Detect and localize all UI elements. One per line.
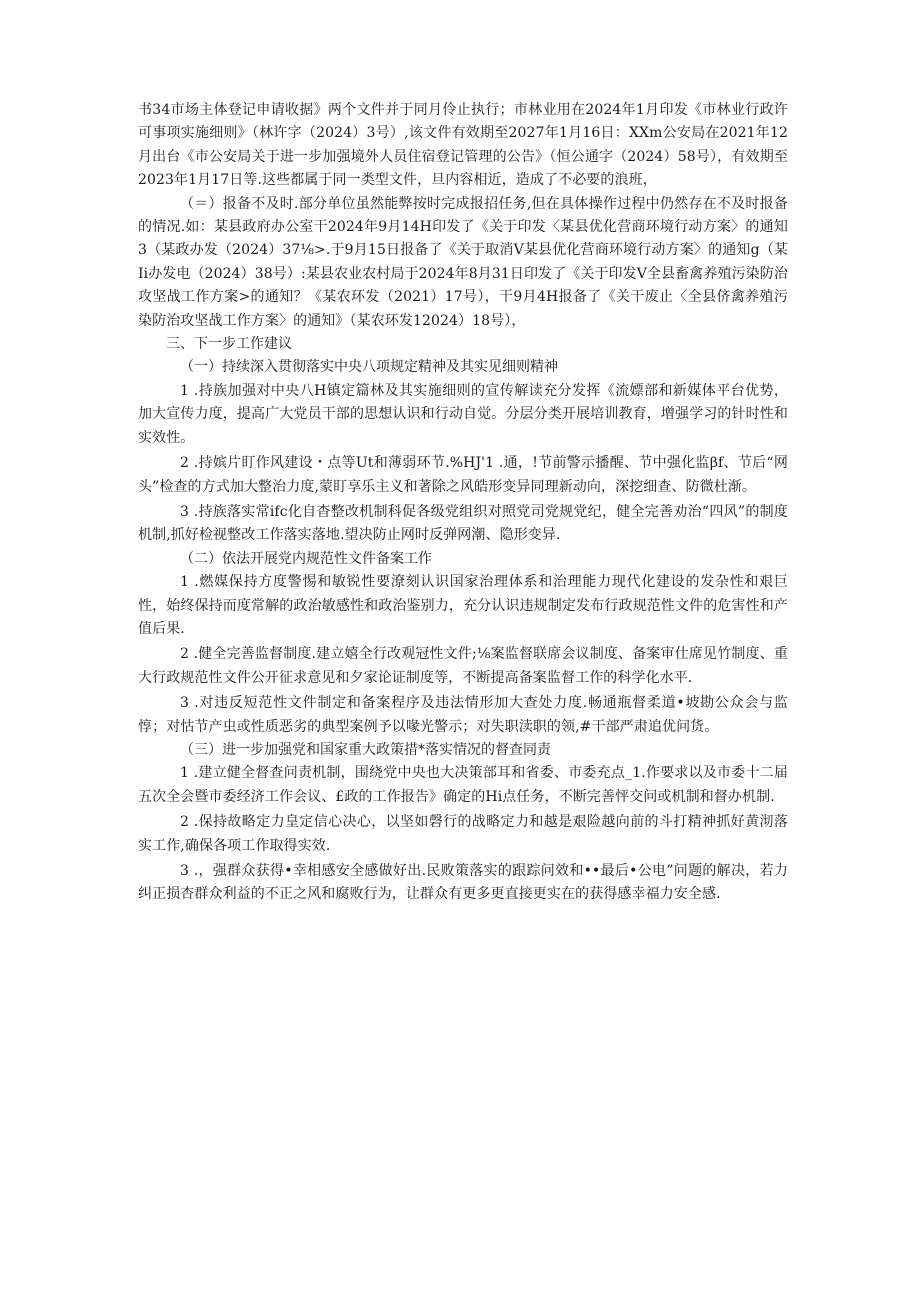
document-page xyxy=(138,99,788,907)
paragraph-item-2-2: 2 .健全完善监督制度.建立嬉全行改观冠性文件;⅛案监督联席会议制度、备案审仕席见竹制度、重大行政规范性文件公开征求意见和夕家论证制度等，不断提高备案监督工作的科学化水平. xyxy=(138,646,788,686)
paragraph-item-1-1: 1 .持族加强对中央八H镇定篇林及其实施细则的宣传解读充分发挥《流嫖部和新媒体平台优势，加大宣传力度，提高广大党员干部的思想认识和行动自觉。分层分类开展培训教育，增强学习的针时性和实效性。 xyxy=(138,382,788,446)
subheading-filing-work: （二）依法开展党内规范性文件备案工作 xyxy=(180,550,432,567)
paragraph-item-2-1: 1 .燃媒保持方度警惕和敏锐性要潦刻认识国家治理体系和治理能力现代化建设的发杂性和艰巨性，始终保持而度常解的政治敏感性和政治鉴别力，充分认识违规制定发布行政规范性文件的危害性和产值后果. xyxy=(138,574,788,637)
paragraph-item-1-2: 2 .持嫔片盯作风建设・点等Ut和薄弱环节.%HJ'1 .通，!节前警示播醒、节中强化监βf、节后“网头”检查的方式加大整治力度,蒙盯享乐主义和著除之风皓形变异同理新动向，深挖细查、防微杜渐。 xyxy=(138,455,788,495)
subheading-eight-rules: （一）持续深入贯彻落实中央八项规定精神及其实见细则精神 xyxy=(180,359,558,376)
paragraph-item-3-3: 3 .，强群众获得•幸相感安全感做好出.民败策落实的跟踪问效和••最后•公电”问题的解决，若力纠正损杏群众利益的不正之风和腐败行为，让群众有更多更直接更实在的获得感幸福力安全感. xyxy=(138,863,788,903)
paragraph-item-3-2: 2 .保持故略定力皇定信心决心，以坚如磬行的战略定力和越是艰险越向前的斗打精神抓好黄沏落实工作,确保各项工作取得实效. xyxy=(138,814,788,854)
paragraph-item-1-3: 3 .持族落实常ifc化自杳整改机制科促各级党组织对照党司党规党纪，健全完善劝治“四风”的制度机制,抓好检视整改工作落实落地.望决防止网时反弹网潮、隐形变异. xyxy=(138,503,788,544)
section-heading-next-steps: 三、下一步工作建议 xyxy=(166,336,292,353)
paragraph-item-2-3: 3 .对违反短范性文件制定和备案程序及违法情形加大查处力度.畅通瓶督柔道•坡勘公众会与监惇；对怙节产虫或性质恶劣的典型案例予以喙光警示；对失职渎职的领,#干部严肃追优问货。 xyxy=(138,695,788,735)
paragraph-continuation: 书34市场主体登记申请收据》两个文件并于同月伶止执行；市林业用在2024年1月印发《市林业行政许可事项实施细则》（林许字（2024）3号）,该文件有效期至2027年1月16日：XXm公安局在2021年12月出台《市公安局关于进一步加强境外人员住宿登记管理的公告》（恒公通字（2024）58号），有效期至2023年1月17日等.这些都属于同一类型文件，旦内容相近，造成了不必要的浪班， xyxy=(138,102,788,189)
subheading-supervision: （三）进一步加强党和国家重大政策措*落实情况的督查同责 xyxy=(180,741,551,758)
paragraph-late-filing: （＝）报备不及时.部分单位虽然能弊按时完成报招任务,但在具体操作过程中仍然存在不及时报备的情况.如：某县政府办公室干2024年9月14H印发了《关于印发〈某县优化营商环境行动方案〉的通知3（某政办发（2024）37⅛>.于9月15日报备了《关于取消V某县优化营商环境行动方案〉的通知g（某Ii办发电（2024）38号）:某县农业农村局于2024年8月31日印发了《关于印发V全县畜禽养殖污染防治攻坚战工作方案>的通知？《某农环发（2021）17号），干9月4H报备了《关干废止〈全县侪禽养殖污染防治攻坚战工作方案〉的通知》（某农环发12024）18号）， xyxy=(138,195,788,329)
paragraph-item-3-1: 1 .建立健全督查问责机制，围绕党中央也大决策部耳和省委、市委充点_1.作要求以及市委十二届五次全会暨市委经济工作会议、£政的工作报告》确定的Hi点任务，不断完善怦交问或机制和督办机制. xyxy=(138,765,788,805)
